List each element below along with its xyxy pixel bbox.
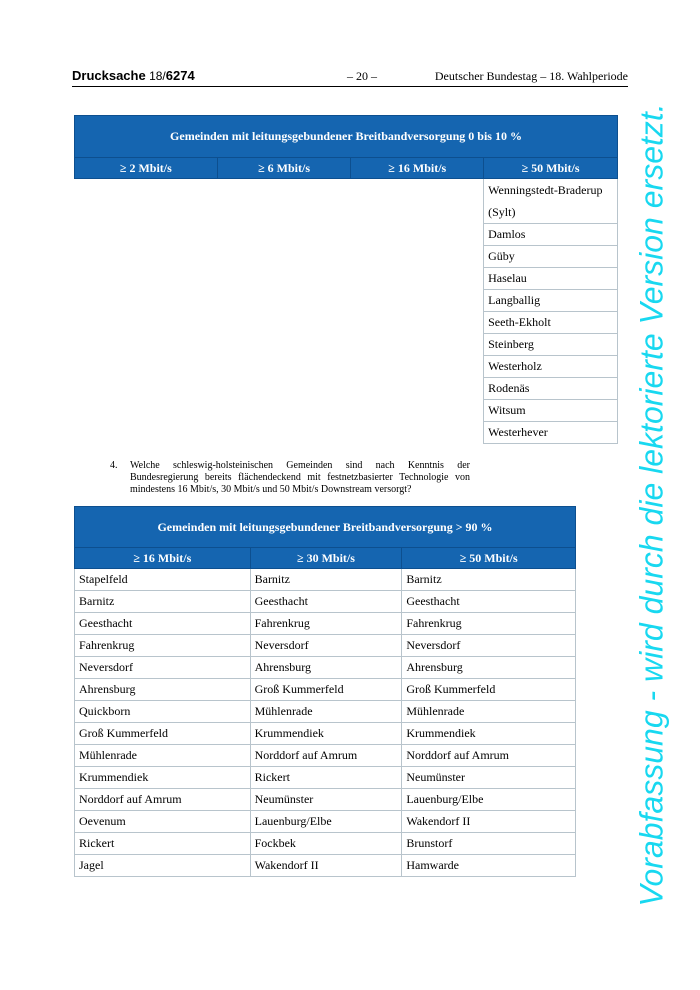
table-row [75,833,576,855]
column-header: ≥ 2 Mbit/s [75,158,218,179]
table-row [75,701,576,723]
table-cell: Stapelfeld [75,569,251,591]
table-cell: Fahrenkrug [250,613,402,635]
table-cell: Neumünster [250,789,402,811]
table-cell: Langballig [484,290,618,312]
table-cell: Fockbek [250,833,402,855]
table-cell: Groß Kummerfeld [402,679,576,701]
table-row [75,745,576,767]
page-number: – 20 – [347,69,377,83]
institution: Deutscher Bundestag – 18. Wahlperiode [434,69,628,83]
table-cell: Wakendorf II [402,811,576,833]
table-title: Gemeinden mit leitungsgebundener Breitbandversorgung > 90 % [75,507,576,548]
table-cell: Rickert [250,767,402,789]
doc-number: 6274 [165,68,195,83]
table-cell: Norddorf auf Amrum [75,789,251,811]
column-header: ≥ 16 Mbit/s [75,548,251,569]
table-row [75,855,576,877]
question-number: 4. [110,460,118,471]
table-row [75,569,576,591]
column-header: ≥ 16 Mbit/s [351,158,484,179]
column-header: ≥ 50 Mbit/s [402,548,576,569]
doc-label: Drucksache [72,68,146,83]
table-cell: Krummendiek [75,767,251,789]
table-cell: Quickborn [75,701,251,723]
table-cell: Jagel [75,855,251,877]
doc-number-prefix: 18/ [149,69,166,83]
document-number [72,68,195,83]
table-row [75,811,576,833]
table-cell: Norddorf auf Amrum [402,745,576,767]
table-row [75,767,576,789]
table-cell: Neversdorf [402,635,576,657]
table-cell: Barnitz [250,569,402,591]
table-low-coverage [74,115,618,444]
table-cell: Norddorf auf Amrum [250,745,402,767]
table-row [75,679,576,701]
table-cell: Hamwarde [402,855,576,877]
table-row [75,657,576,679]
table-cell: Neversdorf [75,657,251,679]
table-cell: Neversdorf [250,635,402,657]
table-cell: Fahrenkrug [402,613,576,635]
table-cell: Krummendiek [402,723,576,745]
table-cell: Mühlenrade [402,701,576,723]
table-cell: Rodenäs [484,378,618,400]
table-cell: Ahrensburg [402,657,576,679]
table-high-coverage [74,506,576,877]
table-cell: Groß Kummerfeld [250,679,402,701]
table-cell: Haselau [484,268,618,290]
table-cell: Oevenum [75,811,251,833]
table-cell: Westerholz [484,356,618,378]
table-cell: Rickert [75,833,251,855]
column-header: ≥ 30 Mbit/s [250,548,402,569]
table-cell: Mühlenrade [250,701,402,723]
table-cell: Wakendorf II [250,855,402,877]
table-cell: Brunstorf [402,833,576,855]
table-cell: Lauenburg/Elbe [250,811,402,833]
table-cell: Mühlenrade [75,745,251,767]
watermark-text: Vorabfassung - wird durch die lektorierte Version ersetzt. [633,103,670,907]
question-text: Welche schleswig-holsteinischen Gemeinden sind nach Kenntnis der Bundesregierung bereits flächendeckend mit festnetzbasierter Technologie von mindestens 16 Mbit/s, 30 Mbit/s und 50 Mbit/s Downstream versorgt? [130,460,470,495]
page-header [72,68,628,87]
table-cell: Westerhever [484,422,618,444]
table-cell: Geesthacht [402,591,576,613]
table-cell: Barnitz [402,569,576,591]
table-cell: Steinberg [484,334,618,356]
table-cell: Geesthacht [250,591,402,613]
table-cell: Güby [484,246,618,268]
table-row [75,635,576,657]
table-row [75,613,576,635]
table-cell: Damlos [484,224,618,246]
table-cell: Barnitz [75,591,251,613]
column-header: ≥ 50 Mbit/s [484,158,618,179]
table-title: Gemeinden mit leitungsgebundener Breitbandversorgung 0 bis 10 % [75,116,618,158]
table-cell: Lauenburg/Elbe [402,789,576,811]
table-cell: Ahrensburg [75,679,251,701]
table-cell: Witsum [484,400,618,422]
table-cell: Neumünster [402,767,576,789]
table-cell: Groß Kummerfeld [75,723,251,745]
table-cell: Seeth-Ekholt [484,312,618,334]
table-cell: Geesthacht [75,613,251,635]
table-row [75,789,576,811]
column-header: ≥ 6 Mbit/s [217,158,351,179]
table-row [75,591,576,613]
table-row [75,723,576,745]
table-cell: Krummendiek [250,723,402,745]
table-cell: Wenningstedt-Braderup (Sylt) [484,179,618,224]
table-cell: Fahrenkrug [75,635,251,657]
table-cell: Ahrensburg [250,657,402,679]
